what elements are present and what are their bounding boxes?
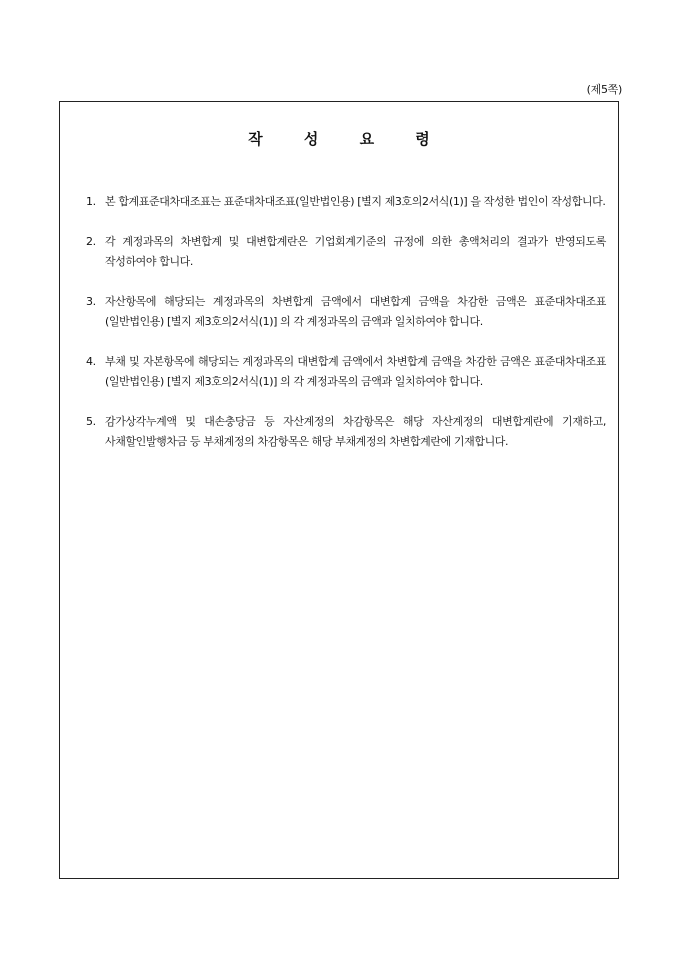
item-text: 감가상각누계액 및 대손충당금 등 자산계정의 차감항목은 해당 자산계정의 대변합계란에 기재하고, 사채할인발행차금 등 부채계정의 차감항목은 해당 부채계정의 차변합계란에 기재합니다.: [105, 414, 606, 448]
item-number: 1.: [86, 195, 96, 208]
instruction-item-1: [86, 192, 606, 213]
item-number: 5.: [86, 414, 96, 428]
item-number: 4.: [86, 354, 96, 368]
instruction-item-2: [86, 232, 606, 273]
instruction-item-5: [86, 412, 606, 453]
item-text: 본 합계표준대차대조표는 표준대차대조표(일반법인용) [별지 제3호의2서식(1)] 을 작성한 법인이 작성합니다.: [105, 195, 606, 208]
item-number: 2.: [86, 234, 96, 248]
item-number: 3.: [86, 294, 96, 308]
page-number: (제5쪽): [586, 83, 622, 96]
item-text: 각 계정과목의 차변합계 및 대변합계란은 기업회계기준의 규정에 의한 총액처리의 결과가 반영되도록 작성하여야 합니다.: [105, 234, 606, 268]
item-text: 자산항목에 해당되는 계정과목의 차변합계 금액에서 대변합계 금액을 차감한 금액은 표준대차대조표(일반법인용) [별지 제3호의2서식(1)] 의 각 계정과목의 금액과 일치하여야 합니다.: [105, 294, 606, 328]
document-title: 작 성 요 령: [248, 130, 448, 148]
item-text: 부채 및 자본항목에 해당되는 계정과목의 대변합계 금액에서 차변합계 금액을 차감한 금액은 표준대차대조표(일반법인용) [별지 제3호의2서식(1)] 의 각 계정과목의 금액과 일치하여야 합니다.: [105, 354, 606, 388]
instruction-list: [86, 192, 606, 472]
instruction-item-3: [86, 292, 606, 333]
instruction-item-4: [86, 352, 606, 393]
